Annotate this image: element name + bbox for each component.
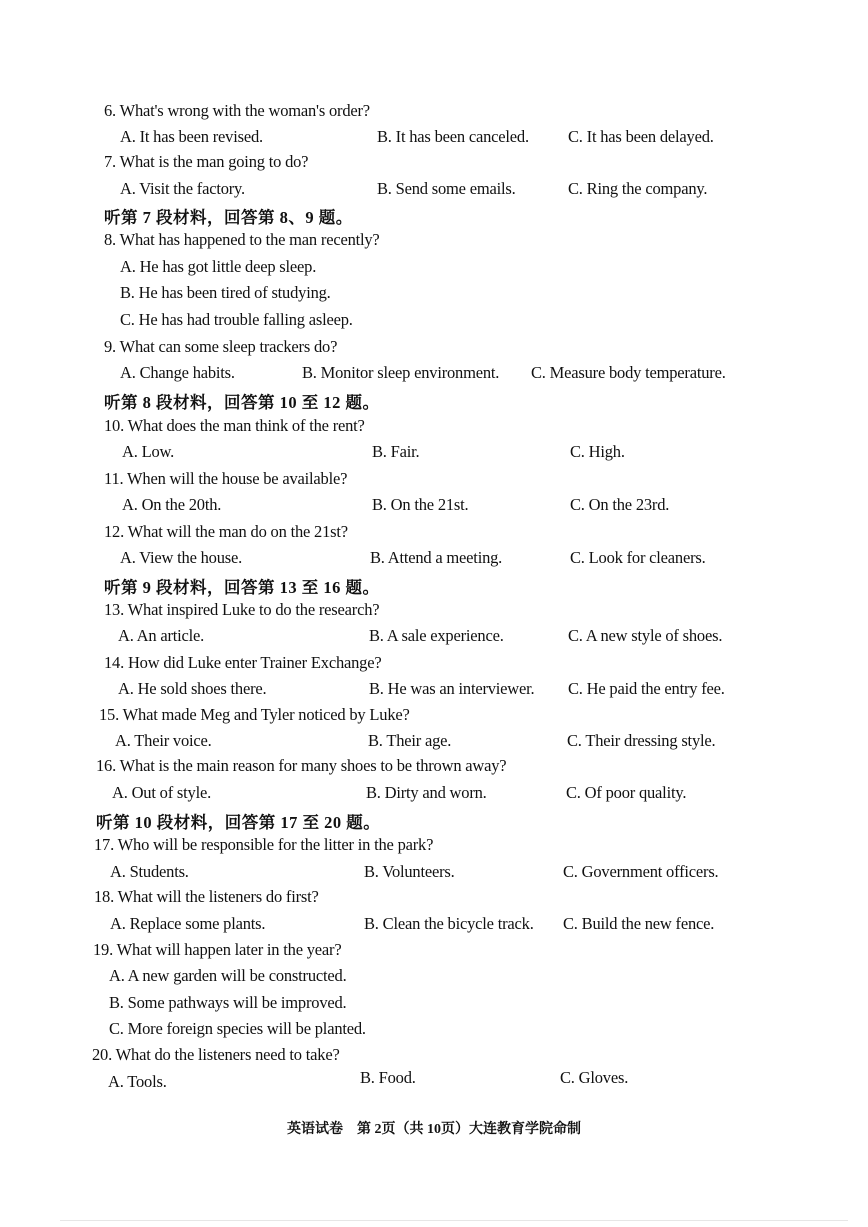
option-7c: C. Ring the company. xyxy=(568,179,708,198)
question-19: 19. What will happen later in the year? xyxy=(93,940,342,959)
option-17a: A. Students. xyxy=(110,862,189,881)
option-7b: B. Send some emails. xyxy=(377,179,516,198)
option-19c: C. More foreign species will be planted. xyxy=(109,1019,366,1038)
option-6c: C. It has been delayed. xyxy=(568,127,714,146)
option-11b: B. On the 21st. xyxy=(372,495,469,514)
option-8c: C. He has had trouble falling asleep. xyxy=(120,310,353,329)
option-15a: A. Their voice. xyxy=(115,731,212,750)
option-13b: B. A sale experience. xyxy=(369,626,504,645)
option-18b: B. Clean the bicycle track. xyxy=(364,914,534,933)
question-18: 18. What will the listeners do first? xyxy=(94,887,319,906)
option-6b: B. It has been canceled. xyxy=(377,127,529,146)
question-7: 7. What is the man going to do? xyxy=(104,152,309,171)
option-20c: C. Gloves. xyxy=(560,1068,629,1087)
question-14: 14. How did Luke enter Trainer Exchange? xyxy=(104,653,382,672)
option-7a: A. Visit the factory. xyxy=(120,179,245,198)
option-14b: B. He was an interviewer. xyxy=(369,679,535,698)
option-16a: A. Out of style. xyxy=(112,783,211,802)
option-12a: A. View the house. xyxy=(120,548,243,567)
bottom-divider xyxy=(60,1220,848,1221)
section-heading: 听第 10 段材料，回答第 17 至 20 题。 xyxy=(96,813,381,832)
option-11c: C. On the 23rd. xyxy=(570,495,670,514)
question-8: 8. What has happened to the man recently? xyxy=(104,230,380,249)
section-heading: 听第 8 段材料，回答第 10 至 12 题。 xyxy=(104,393,380,412)
option-9b: B. Monitor sleep environment. xyxy=(302,363,500,382)
option-8a: A. He has got little deep sleep. xyxy=(120,257,317,276)
option-12c: C. Look for cleaners. xyxy=(570,548,706,567)
option-15c: C. Their dressing style. xyxy=(567,731,716,750)
question-11: 11. When will the house be available? xyxy=(104,469,348,488)
question-9: 9. What can some sleep trackers do? xyxy=(104,337,338,356)
option-12b: B. Attend a meeting. xyxy=(370,548,503,567)
section-heading: 听第 7 段材料，回答第 8、9 题。 xyxy=(104,208,353,227)
option-11a: A. On the 20th. xyxy=(122,495,222,514)
option-18a: A. Replace some plants. xyxy=(110,914,266,933)
question-10: 10. What does the man think of the rent? xyxy=(104,416,365,435)
option-6a: A. It has been revised. xyxy=(120,127,263,146)
question-6: 6. What's wrong with the woman's order? xyxy=(104,101,370,120)
option-13a: A. An article. xyxy=(118,626,205,645)
question-16: 16. What is the main reason for many shoes to be thrown away? xyxy=(96,756,507,775)
option-20b: B. Food. xyxy=(360,1068,416,1087)
option-19b: B. Some pathways will be improved. xyxy=(109,993,347,1012)
option-19a: A. A new garden will be constructed. xyxy=(109,966,347,985)
option-17b: B. Volunteers. xyxy=(364,862,455,881)
page-footer: 英语试卷 第 2页（共 10页）大连教育学院命制 xyxy=(287,1122,581,1137)
option-9c: C. Measure body temperature. xyxy=(531,363,726,382)
option-15b: B. Their age. xyxy=(368,731,452,750)
question-20: 20. What do the listeners need to take? xyxy=(92,1045,340,1064)
option-10c: C. High. xyxy=(570,442,625,461)
question-17: 17. Who will be responsible for the litter in the park? xyxy=(94,835,434,854)
option-16b: B. Dirty and worn. xyxy=(366,783,487,802)
option-10b: B. Fair. xyxy=(372,442,420,461)
option-10a: A. Low. xyxy=(122,442,175,461)
option-9a: A. Change habits. xyxy=(120,363,235,382)
option-14a: A. He sold shoes there. xyxy=(118,679,267,698)
option-18c: C. Build the new fence. xyxy=(563,914,715,933)
section-heading: 听第 9 段材料，回答第 13 至 16 题。 xyxy=(104,578,380,597)
option-13c: C. A new style of shoes. xyxy=(568,626,723,645)
question-12: 12. What will the man do on the 21st? xyxy=(104,522,348,541)
option-8b: B. He has been tired of studying. xyxy=(120,283,331,302)
question-13: 13. What inspired Luke to do the research? xyxy=(104,600,380,619)
option-16c: C. Of poor quality. xyxy=(566,783,687,802)
option-17c: C. Government officers. xyxy=(563,862,719,881)
option-14c: C. He paid the entry fee. xyxy=(568,679,725,698)
option-20a: A. Tools. xyxy=(108,1072,167,1091)
question-15: 15. What made Meg and Tyler noticed by Luke? xyxy=(99,705,410,724)
